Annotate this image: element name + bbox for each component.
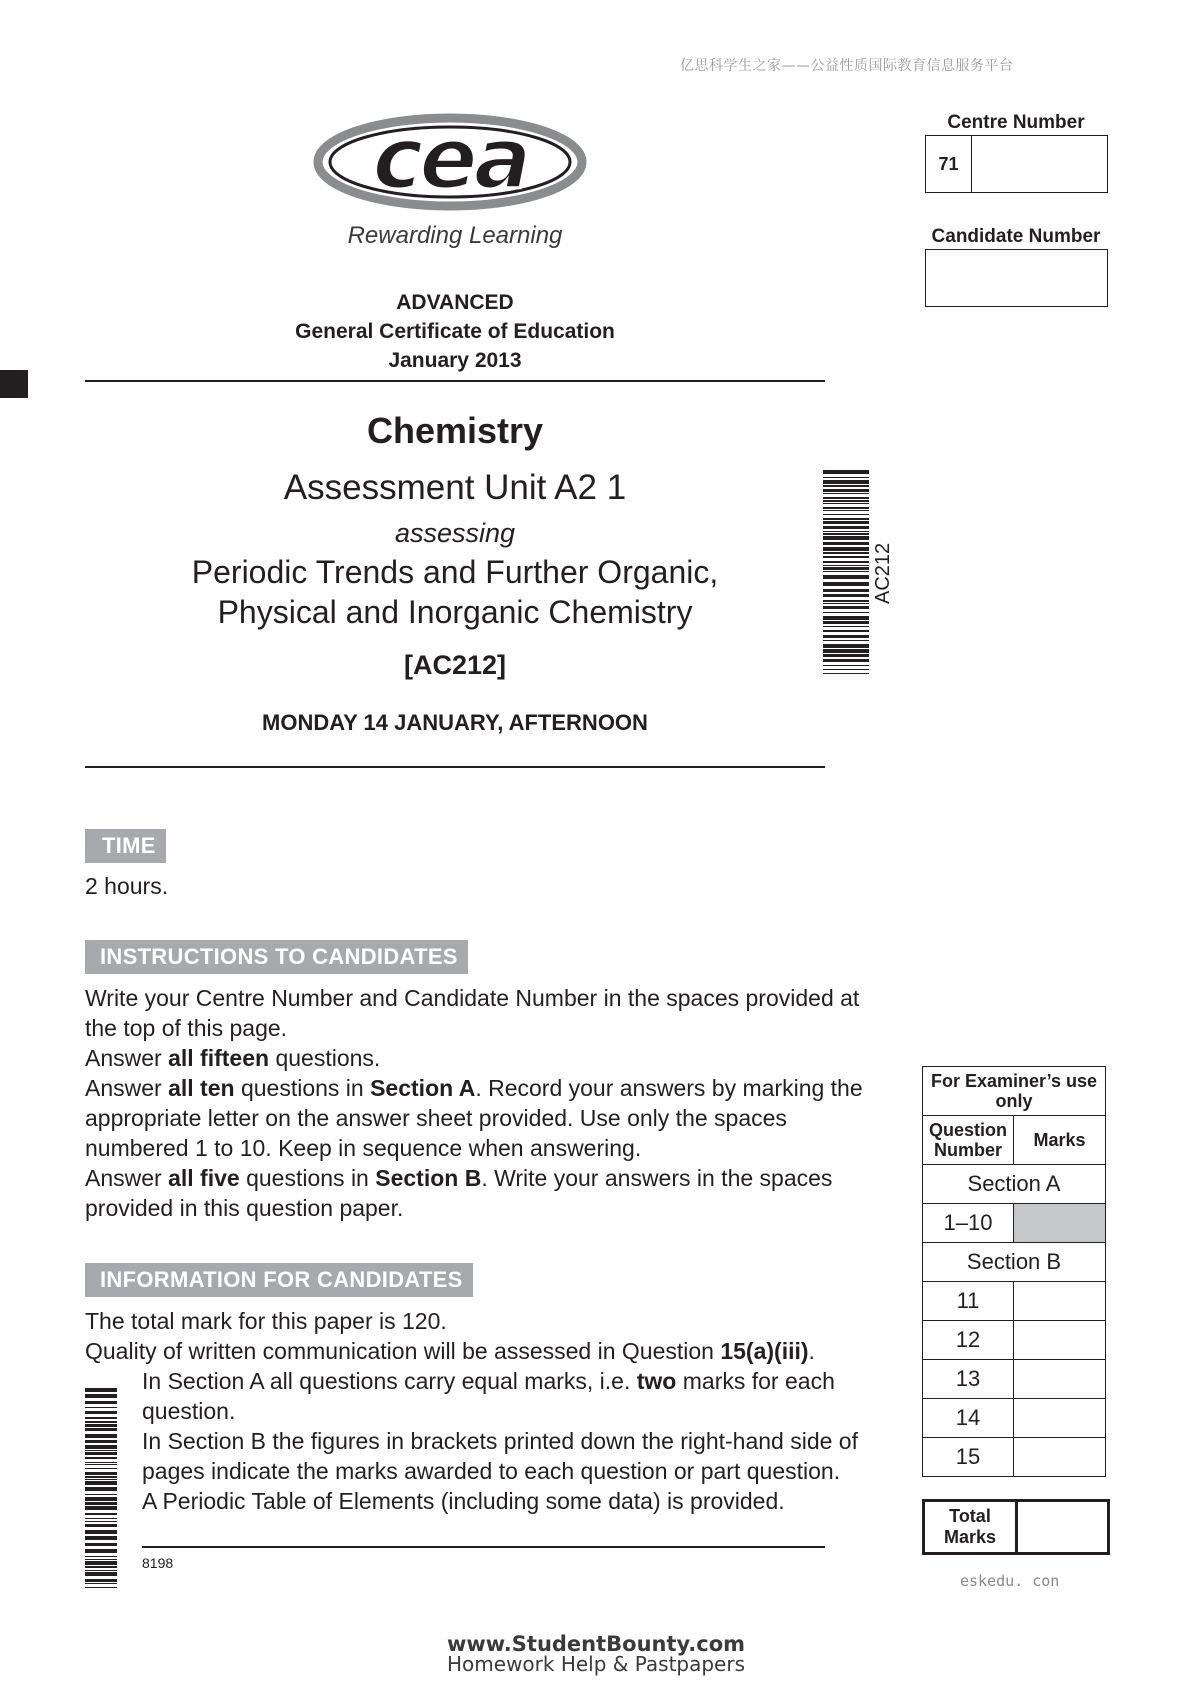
exam-date: MONDAY 14 JANUARY, AFTERNOON [262,710,648,735]
marks-header: Marks [1014,1116,1106,1165]
instruction-line: Answer all five questions in Section B. Write your answers in the spaces provided in this question paper. [85,1165,833,1221]
barcode-bar [85,1549,117,1553]
topic [85,552,825,632]
info-line: The total mark for this paper is 120. [85,1308,447,1334]
barcode-bar [823,665,869,666]
barcode-bar [85,1421,117,1423]
info-line: A Periodic Table of Elements (including some data) is provided. [142,1488,785,1514]
barcode-bar [823,507,869,509]
barcode-bar [85,1445,117,1449]
information-heading: INFORMATION FOR CANDIDATES [85,1263,473,1297]
section-a-row: Section A [923,1165,1106,1204]
barcode-bar [85,1497,117,1501]
marks-cell-shaded [1014,1204,1106,1243]
info-line: Quality of written communication will be assessed in Question 15(a)(iii). [85,1338,815,1364]
watermark-tagline: Homework Help & Pastpapers [447,1652,745,1676]
svg-text:cea: cea [372,112,528,209]
barcode-bar [85,1556,117,1557]
barcode-bar [823,500,869,502]
barcode-bar [823,635,869,638]
question-number: 15 [923,1438,1014,1477]
barcode-bar [823,603,869,604]
question-range-a: 1–10 [923,1204,1014,1243]
total-marks-box [922,1499,1110,1555]
question-number: 11 [923,1282,1014,1321]
barcode-bar [85,1464,117,1465]
unit-title: Assessment Unit A2 1 [283,468,627,507]
barcode-bar [85,1566,117,1568]
barcode-bar [823,669,869,670]
barcode-bar [823,616,869,620]
barcode-bar [823,556,869,558]
barcode-bar [85,1518,117,1519]
topic-line: Periodic Trends and Further Organic, [191,554,719,590]
barcode-bar [85,1506,117,1510]
divider [85,766,825,768]
question-number-header: Question Number [923,1116,1014,1165]
candidate-number-field[interactable] [925,249,1108,307]
barcode-bar [823,518,869,520]
barcode-bar [823,526,869,529]
cea-logo [310,112,600,222]
tagline: Rewarding Learning [347,222,563,249]
centre-number-field[interactable] [925,135,1108,193]
barcode-bar [823,510,869,511]
barcode-bar [85,1411,117,1414]
barcode-bar [85,1543,117,1546]
barcode-bar [823,477,869,478]
subject-title: Chemistry [366,410,544,451]
barcode-bar [823,571,869,572]
barcode-bar [823,470,869,474]
examiner-marks-table [922,1066,1106,1477]
barcode-bar [823,594,869,597]
divider [142,1546,825,1548]
centre-number-entry[interactable] [972,136,1107,192]
barcode-bar [85,1513,117,1515]
barcode-bar [823,640,869,641]
barcode-bar [85,1579,117,1582]
barcode-bar [823,485,869,487]
barcode-bar [85,1424,117,1427]
barcode-bar [823,542,869,545]
barcode-bar [85,1479,117,1480]
examiner-table-title: For Examiner’s use only [923,1067,1106,1116]
barcode-bar [85,1536,117,1540]
instruction-line: Answer all fifteen questions. [85,1045,381,1071]
question-number: 13 [923,1360,1014,1399]
barcode-bar [823,644,869,648]
barcode-bar [823,606,869,609]
barcode-bar [823,630,869,632]
time-heading: TIME [85,829,166,863]
divider [85,380,825,382]
barcode-bar [85,1570,117,1571]
barcode-bar [85,1494,117,1495]
barcode-bar [85,1476,117,1478]
information-body-indented [142,1366,882,1516]
topic-line: Physical and Inorganic Chemistry [217,594,693,630]
info-line: In Section A all questions carry equal marks, i.e. two marks for each question. [142,1368,835,1424]
barcode-bar [85,1428,117,1431]
site-watermark: eskedu. con [960,1572,1060,1590]
time-value: 2 hours. [85,873,169,899]
barcode-bar [823,567,869,570]
barcode-bar [823,565,869,566]
candidate-number-label: Candidate Number [931,226,1101,247]
barcode-bar [823,626,869,627]
barcode-bar [823,493,869,494]
barcode-bar [85,1481,117,1485]
question-number: 12 [923,1321,1014,1360]
info-line: In Section B the figures in brackets printed down the right-hand side of pages indicate the marks awarded to each question or part question. [142,1428,858,1484]
barcode-bar [85,1452,117,1455]
barcode-bar [85,1434,117,1438]
barcode-bar [823,600,869,602]
barcode [823,470,869,676]
barcode-bar [85,1440,117,1443]
barcode-bar [823,612,869,613]
barcode-bar [823,649,869,653]
barcode-bar [823,673,869,674]
barcode-bar [823,589,869,592]
barcode-bar [823,575,869,579]
barcode-bar [823,489,869,492]
barcode-bar [85,1572,117,1576]
barcode-bar [85,1587,117,1588]
barcode-bar [85,1450,117,1451]
barcode-bar [823,533,869,535]
barcode-bar [85,1559,117,1560]
instructions-heading: INSTRUCTIONS TO CANDIDATES [85,940,468,974]
barcode-bar [85,1417,117,1419]
barcode-bar [85,1530,117,1534]
total-marks-entry[interactable] [1018,1502,1107,1552]
marks-cell[interactable] [1014,1321,1106,1360]
barcode-bar [85,1457,117,1459]
barcode-label: AC212 [872,542,894,604]
instruction-line: Answer all ten questions in Section A. Record your answers by marking the appropriate letter on the answer sheet provided. Use only the spaces numbered 1 to 10. Keep in sequence when answering. [85,1075,863,1161]
barcode-bar [85,1524,117,1527]
barcode-bar [85,1561,117,1565]
level: ADVANCED [396,291,514,314]
qualification: General Certificate of Education [295,320,615,343]
barcode-bar [823,659,869,662]
top-watermark: 亿思科学生之家——公益性质国际教育信息服务平台 [680,58,1014,74]
barcode-bar [823,503,869,504]
barcode-bar [823,536,869,540]
marks-cell[interactable] [1014,1438,1106,1477]
watermark-url: www.StudentBounty.com [446,1632,746,1656]
instructions-body [85,983,885,1223]
section-b-row: Section B [923,1243,1106,1282]
barcode-bar [85,1394,117,1398]
total-marks-label: Total Marks [925,1502,1018,1552]
barcode-bar [85,1407,117,1408]
paper-code: [AC212] [403,650,507,680]
barcode-bar [823,521,869,524]
marks-cell[interactable] [1014,1399,1106,1438]
assessing-label: assessing [394,518,516,548]
marks-cell[interactable] [1014,1282,1106,1321]
barcode-bar [823,547,869,551]
barcode-bar [85,1472,117,1475]
barcode-bar [85,1487,117,1491]
barcode-bar [85,1462,117,1463]
barcode-bar [823,480,869,484]
information-body [85,1306,885,1366]
barcode-bar [823,552,869,554]
barcode-bar [823,514,869,515]
marks-cell[interactable] [1014,1360,1106,1399]
session: January 2013 [388,349,522,372]
barcode-bar [823,621,869,624]
instruction-line: Write your Centre Number and Candidate Number in the spaces provided at the top of this page. [85,985,860,1041]
barcode-bar [823,654,869,657]
barcode-bar [85,1502,117,1505]
registration-mark [0,370,28,398]
barcode-bar [85,1583,117,1584]
question-number: 14 [923,1399,1014,1438]
barcode-bar [823,531,869,532]
barcode-bar [823,582,869,586]
centre-number-label: Centre Number [947,112,1085,133]
barcode-bar [85,1468,117,1469]
barcode [85,1388,117,1588]
barcode-bar [85,1388,117,1392]
barcode-bar [85,1401,117,1404]
barcode-bar [823,561,869,563]
barcode-bar [85,1521,117,1522]
bottom-watermark [446,1632,746,1676]
centre-number-prefix: 71 [926,136,972,192]
exam-header [85,288,825,375]
document-number: 8198 [142,1555,174,1571]
barcode-bar [823,497,869,499]
